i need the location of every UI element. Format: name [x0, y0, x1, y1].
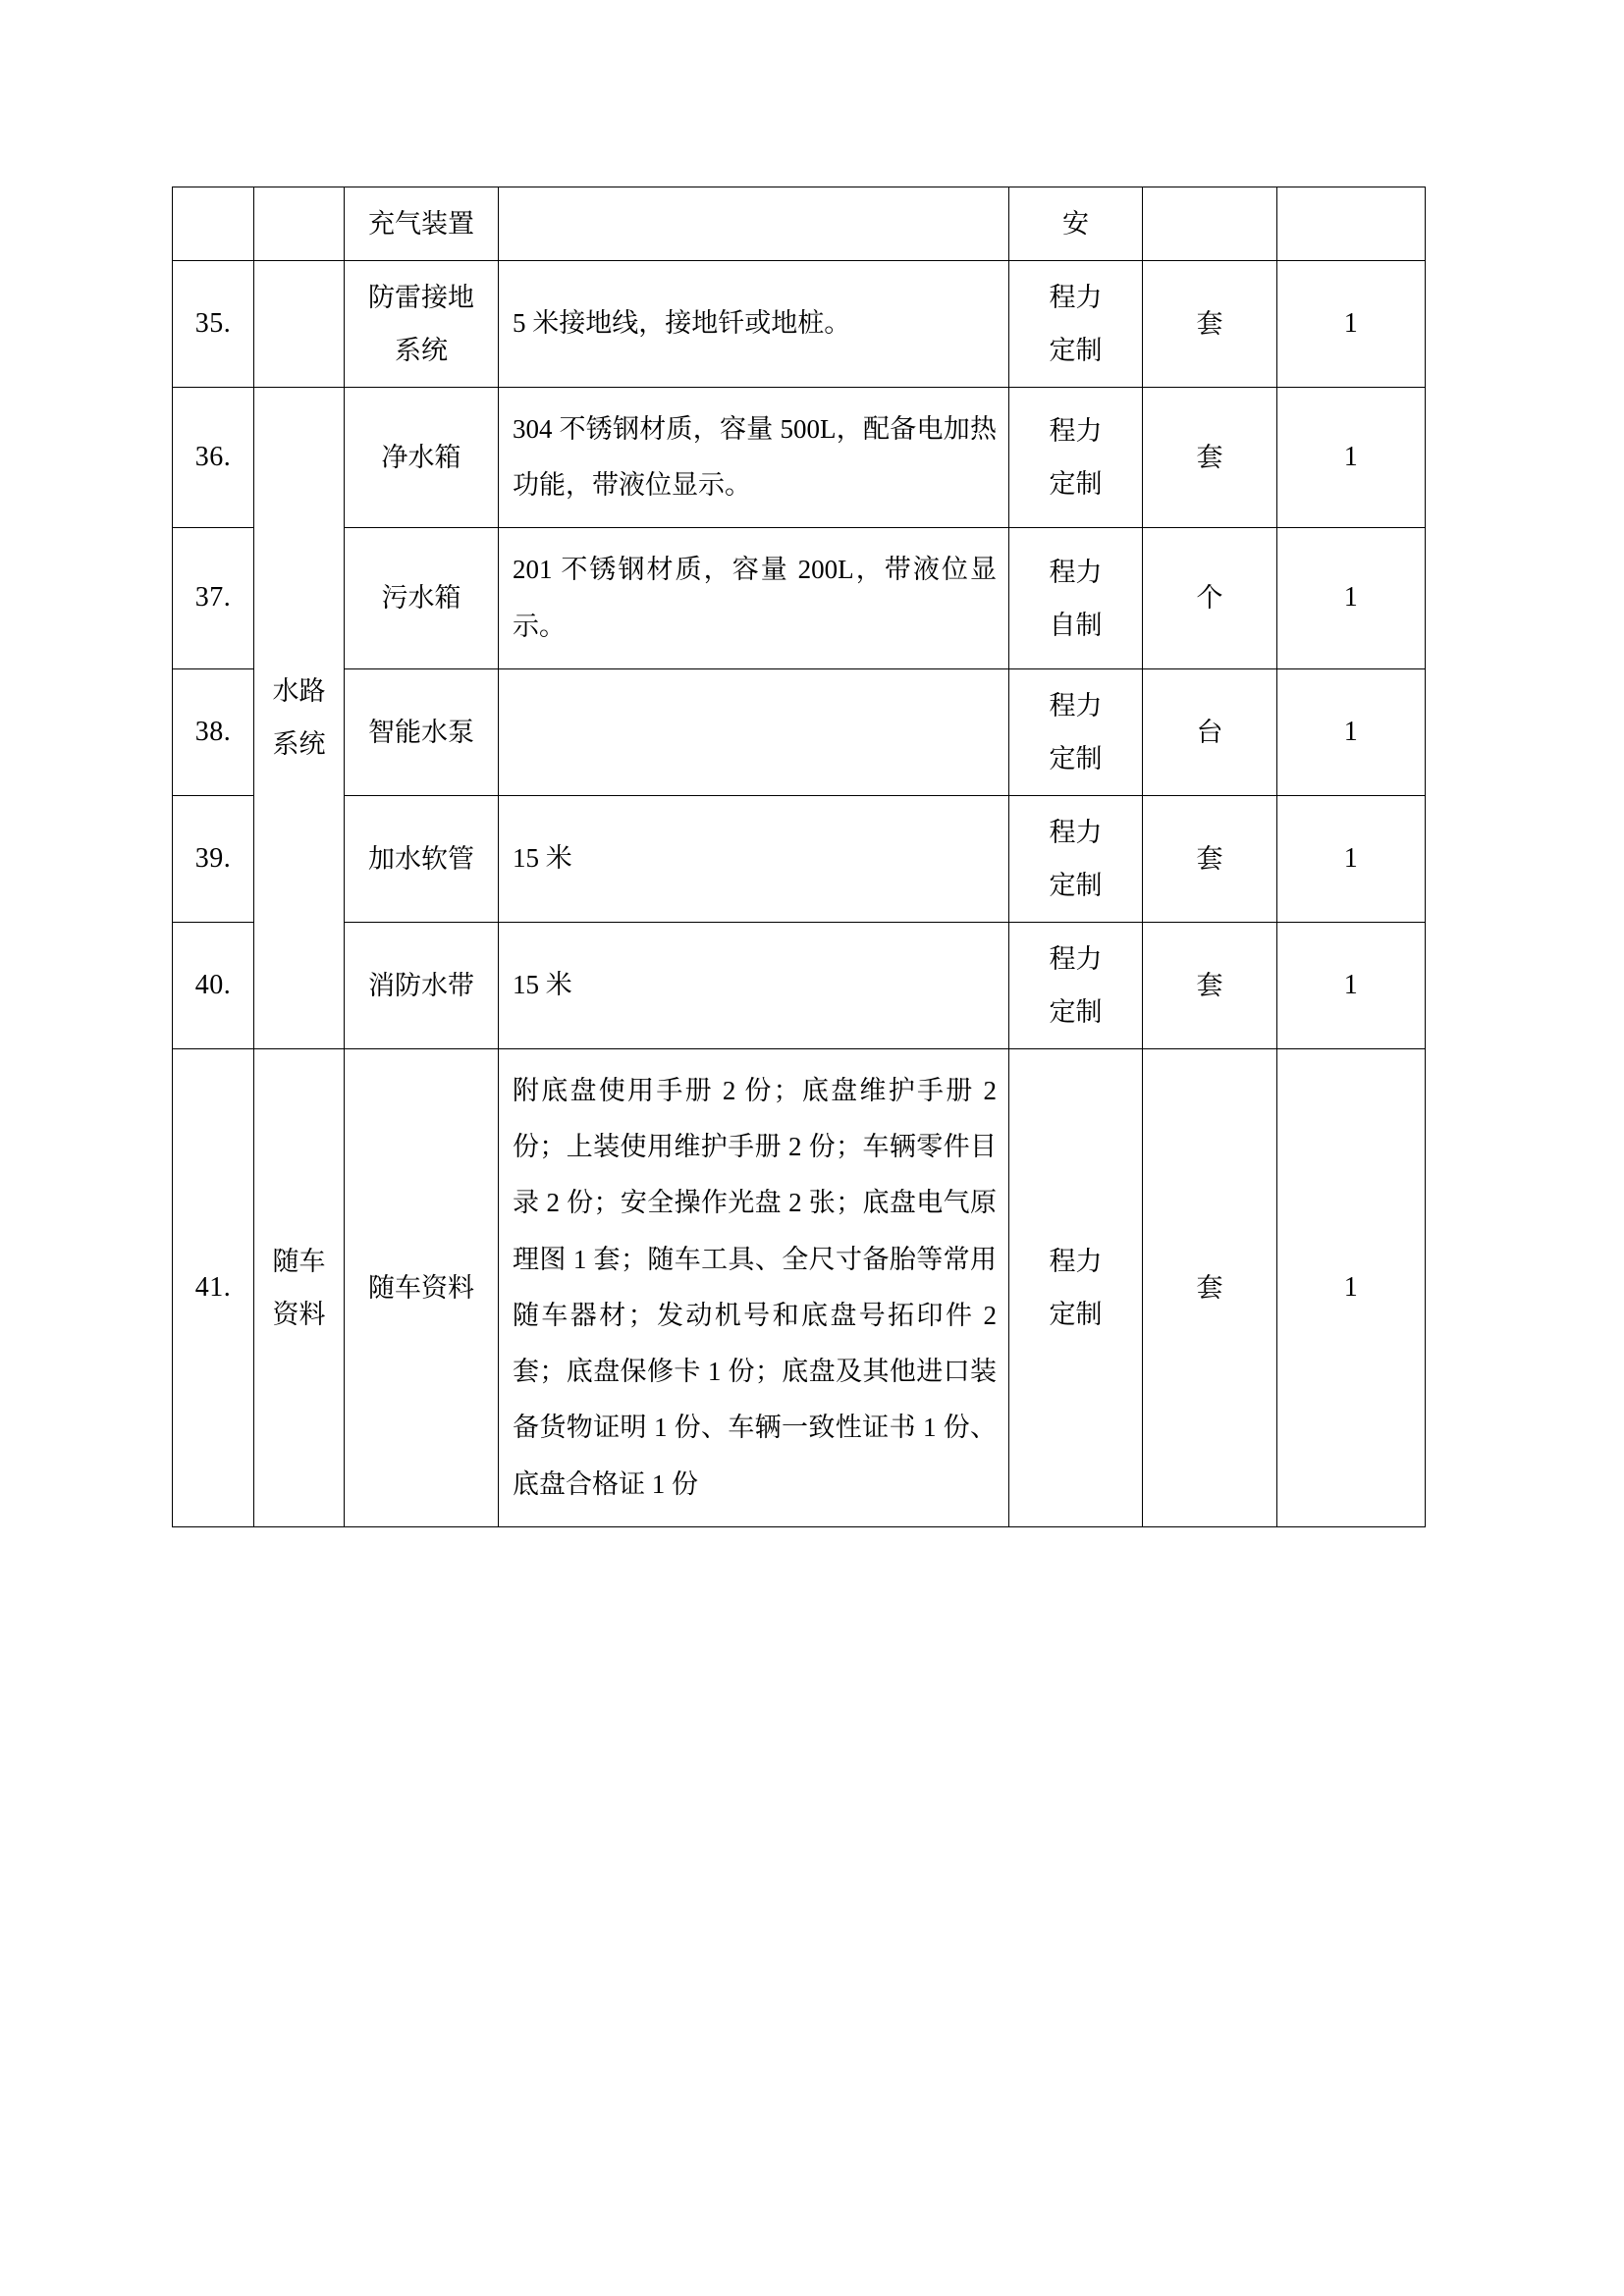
system-text: 水路 系统 — [272, 676, 326, 760]
item-brand-text: 程力 定制 — [1049, 1246, 1103, 1329]
table-row — [173, 795, 1426, 922]
cell-quantity — [1277, 795, 1426, 922]
cell-serial-number — [173, 922, 254, 1048]
item-name-text: 智能水泵 — [368, 717, 474, 747]
serial-number-text: 38. — [194, 716, 232, 747]
item-spec-text — [499, 719, 1008, 746]
item-name-text: 随车资料 — [368, 1272, 474, 1303]
cell-unit — [1143, 187, 1277, 261]
item-spec-text: 15 米 — [513, 843, 572, 874]
cell-brand — [1009, 668, 1143, 795]
cell-name — [345, 388, 499, 528]
item-brand-text: 安 — [1062, 209, 1089, 239]
item-spec-text: 304 不锈钢材质，容量 500L，配备电加热功能，带液位显示。 — [513, 414, 997, 501]
item-name-text: 消防水带 — [368, 970, 474, 1000]
cell-name — [345, 1048, 499, 1526]
table-row — [173, 261, 1426, 388]
cell-name — [345, 922, 499, 1048]
serial-number-text: 40. — [194, 969, 232, 1000]
item-brand-text: 程力 定制 — [1049, 817, 1103, 900]
item-quantity-text: 1 — [1343, 716, 1359, 747]
item-name-text: 加水软管 — [368, 843, 474, 874]
cell-unit — [1143, 668, 1277, 795]
cell-name — [345, 668, 499, 795]
cell-unit — [1143, 795, 1277, 922]
serial-number-text: 36. — [194, 441, 232, 472]
specification-table — [172, 187, 1426, 1527]
table-row — [173, 187, 1426, 261]
item-brand-text: 程力 定制 — [1049, 943, 1103, 1027]
item-name-text: 污水箱 — [381, 583, 461, 614]
cell-name — [345, 795, 499, 922]
cell-name — [345, 261, 499, 388]
item-quantity-text: 1 — [1343, 842, 1359, 874]
cell-serial-number — [173, 388, 254, 528]
cell-spec — [499, 187, 1009, 261]
cell-quantity — [1277, 261, 1426, 388]
cell-spec — [499, 1048, 1009, 1526]
cell-name — [345, 187, 499, 261]
item-unit-text: 套 — [1196, 1272, 1223, 1303]
serial-number-text — [173, 214, 253, 234]
cell-system — [254, 187, 345, 261]
item-quantity-text: 1 — [1343, 441, 1359, 472]
item-brand-text: 程力 定制 — [1049, 416, 1103, 500]
item-name-text: 防雷接地 系统 — [368, 283, 474, 365]
item-quantity-text: 1 — [1343, 969, 1359, 1000]
item-name-text: 净水箱 — [381, 442, 461, 472]
cell-name — [345, 528, 499, 668]
table-row — [173, 1048, 1426, 1526]
cell-system-merged — [254, 388, 345, 1049]
serial-number-text: 37. — [194, 582, 232, 614]
table-row — [173, 668, 1426, 795]
cell-quantity — [1277, 668, 1426, 795]
table-row — [173, 922, 1426, 1048]
cell-brand — [1009, 528, 1143, 668]
item-quantity-text: 1 — [1343, 1271, 1359, 1303]
item-quantity-text: 1 — [1343, 307, 1359, 339]
item-unit-text — [1143, 214, 1276, 234]
cell-spec — [499, 388, 1009, 528]
cell-unit — [1143, 528, 1277, 668]
cell-spec — [499, 795, 1009, 922]
item-quantity-text: 1 — [1343, 582, 1359, 614]
cell-serial-number — [173, 668, 254, 795]
cell-serial-number — [173, 187, 254, 261]
item-brand-text: 程力 自制 — [1049, 557, 1103, 640]
serial-number-text: 41. — [194, 1271, 232, 1303]
cell-serial-number — [173, 795, 254, 922]
item-unit-text: 套 — [1196, 843, 1223, 874]
system-text — [254, 214, 344, 234]
serial-number-text: 39. — [194, 842, 232, 874]
table-body — [173, 187, 1426, 1527]
cell-unit — [1143, 261, 1277, 388]
cell-system — [254, 1048, 345, 1526]
serial-number-text: 35. — [194, 307, 232, 339]
cell-unit — [1143, 388, 1277, 528]
cell-serial-number — [173, 261, 254, 388]
item-spec-text: 15 米 — [513, 970, 572, 1000]
table-row — [173, 388, 1426, 528]
item-unit-text: 套 — [1196, 442, 1223, 472]
system-text: 随车 资料 — [272, 1246, 326, 1329]
item-unit-text: 个 — [1196, 583, 1223, 614]
cell-system — [254, 261, 345, 388]
cell-brand — [1009, 261, 1143, 388]
item-brand-text: 程力 定制 — [1049, 283, 1103, 365]
cell-quantity — [1277, 187, 1426, 261]
cell-quantity — [1277, 528, 1426, 668]
cell-unit — [1143, 1048, 1277, 1526]
item-unit-text: 套 — [1196, 970, 1223, 1000]
cell-spec — [499, 668, 1009, 795]
item-spec-text: 5 米接地线，接地钎或地桩。 — [513, 308, 851, 339]
cell-spec — [499, 922, 1009, 1048]
cell-brand — [1009, 922, 1143, 1048]
item-name-text: 充气装置 — [368, 208, 474, 239]
item-quantity-text — [1277, 214, 1425, 234]
cell-quantity — [1277, 922, 1426, 1048]
cell-quantity — [1277, 388, 1426, 528]
cell-brand — [1009, 1048, 1143, 1526]
cell-quantity — [1277, 1048, 1426, 1526]
specification-table-wrapper — [172, 187, 1425, 1527]
cell-spec — [499, 528, 1009, 668]
cell-spec — [499, 261, 1009, 388]
cell-serial-number — [173, 528, 254, 668]
cell-serial-number — [173, 1048, 254, 1526]
item-unit-text: 台 — [1196, 717, 1223, 747]
item-spec-text: 附底盘使用手册 2 份；底盘维护手册 2 份；上装使用维护手册 2 份；车辆零件目录 2 份；安全操作光盘 2 张；底盘电气原理图 1 套；随车工具、全尺寸备胎等常用随车器材；发动机号和底盘号拓印件 2 套；底盘保修卡 1 份；底盘及其他进口装备货物证明 1 份、车辆一致性证书 1 份、底盘合格证 1 份 — [513, 1075, 997, 1499]
cell-brand — [1009, 187, 1143, 261]
table-row — [173, 528, 1426, 668]
system-text — [254, 314, 344, 334]
item-brand-text: 程力 定制 — [1049, 690, 1103, 774]
cell-unit — [1143, 922, 1277, 1048]
item-spec-text — [499, 210, 1008, 238]
item-unit-text: 套 — [1196, 308, 1223, 339]
cell-brand — [1009, 795, 1143, 922]
cell-brand — [1009, 388, 1143, 528]
item-spec-text: 201 不锈钢材质，容量 200L，带液位显示。 — [513, 555, 997, 641]
